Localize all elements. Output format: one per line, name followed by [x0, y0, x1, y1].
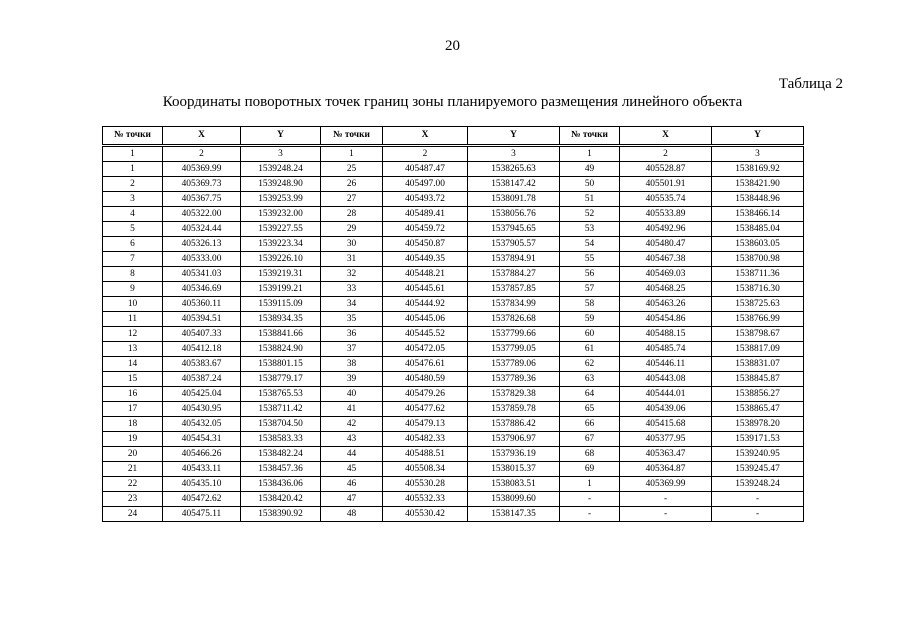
table-row — [103, 357, 804, 372]
table-cell: 24 — [103, 507, 163, 522]
table-cell: 6 — [103, 237, 163, 252]
table-cell: 1 — [560, 477, 620, 492]
table-cell: 405387.24 — [163, 372, 241, 387]
table-cell: 1538083.51 — [468, 477, 560, 492]
table-cell: 405439.06 — [620, 402, 712, 417]
table-cell: 40 — [321, 387, 383, 402]
table-cell: 51 — [560, 192, 620, 207]
column-numbering-row — [103, 146, 804, 162]
table-cell: 1538421.90 — [712, 177, 804, 192]
table-cell: 1538390.92 — [241, 507, 321, 522]
table-cell: 1539248.24 — [712, 477, 804, 492]
table-cell: 1539115.09 — [241, 297, 321, 312]
table-cell: 1538015.37 — [468, 462, 560, 477]
table-row — [103, 342, 804, 357]
table-row — [103, 477, 804, 492]
table-cell: 1539240.95 — [712, 447, 804, 462]
table-cell: 405446.11 — [620, 357, 712, 372]
table-cell: 13 — [103, 342, 163, 357]
table-row — [103, 312, 804, 327]
table-cell: 1537905.57 — [468, 237, 560, 252]
table-cell: 405487.47 — [383, 162, 468, 177]
table-cell: 1537829.38 — [468, 387, 560, 402]
table-cell: 1538725.63 — [712, 297, 804, 312]
table-cell: 1538716.30 — [712, 282, 804, 297]
table-cell: 22 — [103, 477, 163, 492]
table-cell: 1538831.07 — [712, 357, 804, 372]
table-cell: 1538765.53 — [241, 387, 321, 402]
column-number: 3 — [468, 146, 560, 162]
table-cell: 405432.05 — [163, 417, 241, 432]
table-cell: 405485.74 — [620, 342, 712, 357]
table-cell: 68 — [560, 447, 620, 462]
table-cell: 1538485.04 — [712, 222, 804, 237]
table-cell: 405508.34 — [383, 462, 468, 477]
table-cell: 35 — [321, 312, 383, 327]
table-cell: 11 — [103, 312, 163, 327]
table-cell: 1538420.42 — [241, 492, 321, 507]
table-cell: 1538448.96 — [712, 192, 804, 207]
table-cell: 29 — [321, 222, 383, 237]
table-cell: 1538147.35 — [468, 507, 560, 522]
table-cell: 405472.05 — [383, 342, 468, 357]
table-cell: 9 — [103, 282, 163, 297]
table-cell: 15 — [103, 372, 163, 387]
table-cell: 1538711.42 — [241, 402, 321, 417]
table-cell: 405479.13 — [383, 417, 468, 432]
table-cell: 405454.86 — [620, 312, 712, 327]
table-cell: 405482.33 — [383, 432, 468, 447]
table-cell: 1539199.21 — [241, 282, 321, 297]
table-cell: 405394.51 — [163, 312, 241, 327]
table-cell: 1537857.85 — [468, 282, 560, 297]
table-cell: 405363.47 — [620, 447, 712, 462]
table-cell: 405360.11 — [163, 297, 241, 312]
column-number: 2 — [620, 146, 712, 162]
table-cell: 405324.44 — [163, 222, 241, 237]
table-row — [103, 192, 804, 207]
table-cell: 405489.41 — [383, 207, 468, 222]
table-cell: 43 — [321, 432, 383, 447]
table-cell: 1539227.55 — [241, 222, 321, 237]
table-cell: 1538779.17 — [241, 372, 321, 387]
table-row — [103, 267, 804, 282]
table-cell: 4 — [103, 207, 163, 222]
table-cell: 405479.26 — [383, 387, 468, 402]
column-number: 3 — [712, 146, 804, 162]
table-cell: 405412.18 — [163, 342, 241, 357]
table-row — [103, 237, 804, 252]
table-cell: 405528.87 — [620, 162, 712, 177]
table-row — [103, 507, 804, 522]
column-number: 2 — [383, 146, 468, 162]
table-cell: 17 — [103, 402, 163, 417]
table-row — [103, 327, 804, 342]
table-cell: 405497.00 — [383, 177, 468, 192]
table-cell: 1539171.53 — [712, 432, 804, 447]
table-cell: 1538856.27 — [712, 387, 804, 402]
header-point-no: № точки — [103, 127, 163, 146]
table-cell: - — [712, 507, 804, 522]
table-row — [103, 447, 804, 462]
table-cell: 405369.99 — [163, 162, 241, 177]
table-row — [103, 372, 804, 387]
table-cell: 1537799.05 — [468, 342, 560, 357]
table-cell: 405532.33 — [383, 492, 468, 507]
table-cell: 1537799.66 — [468, 327, 560, 342]
table-row — [103, 387, 804, 402]
table-cell: 405444.01 — [620, 387, 712, 402]
table-cell: 1537859.78 — [468, 402, 560, 417]
table-cell: 405430.95 — [163, 402, 241, 417]
table-cell: 1537886.42 — [468, 417, 560, 432]
table-cell: 2 — [103, 177, 163, 192]
table-cell: 405425.04 — [163, 387, 241, 402]
table-cell: 31 — [321, 252, 383, 267]
table-cell: 3 — [103, 192, 163, 207]
table-cell: 405501.91 — [620, 177, 712, 192]
table-cell: 1538865.47 — [712, 402, 804, 417]
table-cell: 67 — [560, 432, 620, 447]
table-cell: 63 — [560, 372, 620, 387]
table-cell: 405369.73 — [163, 177, 241, 192]
table-row — [103, 222, 804, 237]
column-number: 1 — [560, 146, 620, 162]
table-cell: 41 — [321, 402, 383, 417]
table-cell: 1538700.98 — [712, 252, 804, 267]
table-cell: 54 — [560, 237, 620, 252]
table-cell: - — [560, 492, 620, 507]
table-cell: 1537834.99 — [468, 297, 560, 312]
table-cell: 1537936.19 — [468, 447, 560, 462]
table-cell: 1538147.42 — [468, 177, 560, 192]
table-cell: 405450.87 — [383, 237, 468, 252]
table-cell: 405488.15 — [620, 327, 712, 342]
table-cell: 1538091.78 — [468, 192, 560, 207]
table-cell: 53 — [560, 222, 620, 237]
table-cell: 46 — [321, 477, 383, 492]
table-cell: 47 — [321, 492, 383, 507]
table-cell: 405535.74 — [620, 192, 712, 207]
table-cell: 1538169.92 — [712, 162, 804, 177]
table-cell: 405369.99 — [620, 477, 712, 492]
column-number: 1 — [321, 146, 383, 162]
header-x: X — [620, 127, 712, 146]
table-cell: 1538704.50 — [241, 417, 321, 432]
table-cell: 405530.28 — [383, 477, 468, 492]
header-point-no: № точки — [560, 127, 620, 146]
table-cell: 1537826.68 — [468, 312, 560, 327]
table-cell: 39 — [321, 372, 383, 387]
table-cell: 405533.89 — [620, 207, 712, 222]
header-y: Y — [468, 127, 560, 146]
table-cell: 5 — [103, 222, 163, 237]
table-cell: 405463.26 — [620, 297, 712, 312]
table-cell: 1538603.05 — [712, 237, 804, 252]
table-row — [103, 492, 804, 507]
table-cell: 405407.33 — [163, 327, 241, 342]
table-cell: 405377.95 — [620, 432, 712, 447]
table-cell: 52 — [560, 207, 620, 222]
table-cell: 405467.38 — [620, 252, 712, 267]
header-y: Y — [712, 127, 804, 146]
table-cell: 405341.03 — [163, 267, 241, 282]
table-cell: 405443.08 — [620, 372, 712, 387]
table-cell: 60 — [560, 327, 620, 342]
table-row — [103, 162, 804, 177]
table-cell: 1538099.60 — [468, 492, 560, 507]
table-cell: 1538056.76 — [468, 207, 560, 222]
table-cell: 405480.59 — [383, 372, 468, 387]
table-cell: 55 — [560, 252, 620, 267]
table-cell: 405415.68 — [620, 417, 712, 432]
table-cell: 1538766.99 — [712, 312, 804, 327]
table-cell: 61 — [560, 342, 620, 357]
header-point-no: № точки — [321, 127, 383, 146]
table-cell: 49 — [560, 162, 620, 177]
column-number: 3 — [241, 146, 321, 162]
table-cell: 405444.92 — [383, 297, 468, 312]
table-cell: 1537789.06 — [468, 357, 560, 372]
table-cell: 7 — [103, 252, 163, 267]
table-cell: 1538817.09 — [712, 342, 804, 357]
table-cell: 26 — [321, 177, 383, 192]
table-row — [103, 252, 804, 267]
table-label: Таблица 2 — [778, 76, 843, 92]
table-cell: 64 — [560, 387, 620, 402]
table-cell: 405469.03 — [620, 267, 712, 282]
table-cell: 16 — [103, 387, 163, 402]
table-cell: 1538482.24 — [241, 447, 321, 462]
table-cell: 405466.26 — [163, 447, 241, 462]
table-cell: 8 — [103, 267, 163, 282]
table-cell: 405346.69 — [163, 282, 241, 297]
table-cell: 1537894.91 — [468, 252, 560, 267]
table-cell: 34 — [321, 297, 383, 312]
table-cell: 1538711.36 — [712, 267, 804, 282]
table-cell: 59 — [560, 312, 620, 327]
table-cell: 1539245.47 — [712, 462, 804, 477]
table-cell: 1538978.20 — [712, 417, 804, 432]
table-cell: 69 — [560, 462, 620, 477]
table-cell: 405472.62 — [163, 492, 241, 507]
table-cell: 28 — [321, 207, 383, 222]
table-cell: 405326.13 — [163, 237, 241, 252]
table-cell: 1539226.10 — [241, 252, 321, 267]
table-cell: 1538845.87 — [712, 372, 804, 387]
table-cell: 21 — [103, 462, 163, 477]
table-cell: 44 — [321, 447, 383, 462]
table-cell: 14 — [103, 357, 163, 372]
table-cell: 62 — [560, 357, 620, 372]
table-cell: 66 — [560, 417, 620, 432]
table-cell: 48 — [321, 507, 383, 522]
table-cell: 36 — [321, 327, 383, 342]
table-cell: 405492.96 — [620, 222, 712, 237]
table-cell: 1538824.90 — [241, 342, 321, 357]
table-cell: 405475.11 — [163, 507, 241, 522]
table-cell: 56 — [560, 267, 620, 282]
table-cell: 1 — [103, 162, 163, 177]
table-cell: 1538583.33 — [241, 432, 321, 447]
table-cell: 405433.11 — [163, 462, 241, 477]
table-cell: 25 — [321, 162, 383, 177]
table-cell: 405480.47 — [620, 237, 712, 252]
table-cell: 1538934.35 — [241, 312, 321, 327]
table-cell: 1538466.14 — [712, 207, 804, 222]
table-cell: 1537884.27 — [468, 267, 560, 282]
table-cell: 405459.72 — [383, 222, 468, 237]
table-cell: 50 — [560, 177, 620, 192]
table-cell: 405445.52 — [383, 327, 468, 342]
table-cell: 30 — [321, 237, 383, 252]
table-row — [103, 462, 804, 477]
table-cell: 1539223.34 — [241, 237, 321, 252]
table-cell: 42 — [321, 417, 383, 432]
header-x: X — [163, 127, 241, 146]
table-cell: 18 — [103, 417, 163, 432]
table-cell: 1538798.67 — [712, 327, 804, 342]
header-row — [103, 127, 804, 146]
table-cell: 405454.31 — [163, 432, 241, 447]
table-cell: 405530.42 — [383, 507, 468, 522]
table-cell: 1538841.66 — [241, 327, 321, 342]
table-row — [103, 432, 804, 447]
table-cell: 1537945.65 — [468, 222, 560, 237]
table-cell: 1538265.63 — [468, 162, 560, 177]
table-cell: 1539253.99 — [241, 192, 321, 207]
table-cell: 1539248.24 — [241, 162, 321, 177]
table-cell: 65 — [560, 402, 620, 417]
header-y: Y — [241, 127, 321, 146]
table-cell: 1538457.36 — [241, 462, 321, 477]
table-cell: 405449.35 — [383, 252, 468, 267]
table-cell: 405493.72 — [383, 192, 468, 207]
table-cell: 33 — [321, 282, 383, 297]
table-cell: 405383.67 — [163, 357, 241, 372]
table-cell: 12 — [103, 327, 163, 342]
table-cell: 1538436.06 — [241, 477, 321, 492]
table-cell: 405333.00 — [163, 252, 241, 267]
table-cell: 405322.00 — [163, 207, 241, 222]
column-number: 2 — [163, 146, 241, 162]
table-cell: 38 — [321, 357, 383, 372]
table-cell: 57 — [560, 282, 620, 297]
table-cell: 405445.61 — [383, 282, 468, 297]
table-row — [103, 417, 804, 432]
table-row — [103, 177, 804, 192]
table-cell: 1539219.31 — [241, 267, 321, 282]
column-number: 1 — [103, 146, 163, 162]
table-cell: 19 — [103, 432, 163, 447]
table-cell: 405445.06 — [383, 312, 468, 327]
table-cell: - — [620, 507, 712, 522]
table-cell: 405468.25 — [620, 282, 712, 297]
table-title: Координаты поворотных точек границ зоны планируемого размещения линейного объекта — [162, 94, 743, 110]
table-row — [103, 402, 804, 417]
table-cell: - — [560, 507, 620, 522]
table-cell: 405488.51 — [383, 447, 468, 462]
coordinates-table — [102, 126, 804, 522]
table-cell: 1537906.97 — [468, 432, 560, 447]
table-cell: 405367.75 — [163, 192, 241, 207]
header-x: X — [383, 127, 468, 146]
table-cell: 58 — [560, 297, 620, 312]
table-cell: 1539248.90 — [241, 177, 321, 192]
table-cell: - — [620, 492, 712, 507]
table-row — [103, 207, 804, 222]
table-cell: 1539232.00 — [241, 207, 321, 222]
table-cell: 405448.21 — [383, 267, 468, 282]
table-row — [103, 282, 804, 297]
table-cell: 27 — [321, 192, 383, 207]
page-number: 20 — [445, 38, 460, 54]
table-cell: 10 — [103, 297, 163, 312]
table-cell: 45 — [321, 462, 383, 477]
table-cell: 23 — [103, 492, 163, 507]
table-cell: 405477.62 — [383, 402, 468, 417]
table-cell: 405364.87 — [620, 462, 712, 477]
table-cell: 405476.61 — [383, 357, 468, 372]
table-cell: - — [712, 492, 804, 507]
table-body — [103, 162, 804, 522]
table-row — [103, 297, 804, 312]
table-cell: 405435.10 — [163, 477, 241, 492]
table-cell: 20 — [103, 447, 163, 462]
table-cell: 32 — [321, 267, 383, 282]
table-cell: 1537789.36 — [468, 372, 560, 387]
table-cell: 37 — [321, 342, 383, 357]
table-cell: 1538801.15 — [241, 357, 321, 372]
